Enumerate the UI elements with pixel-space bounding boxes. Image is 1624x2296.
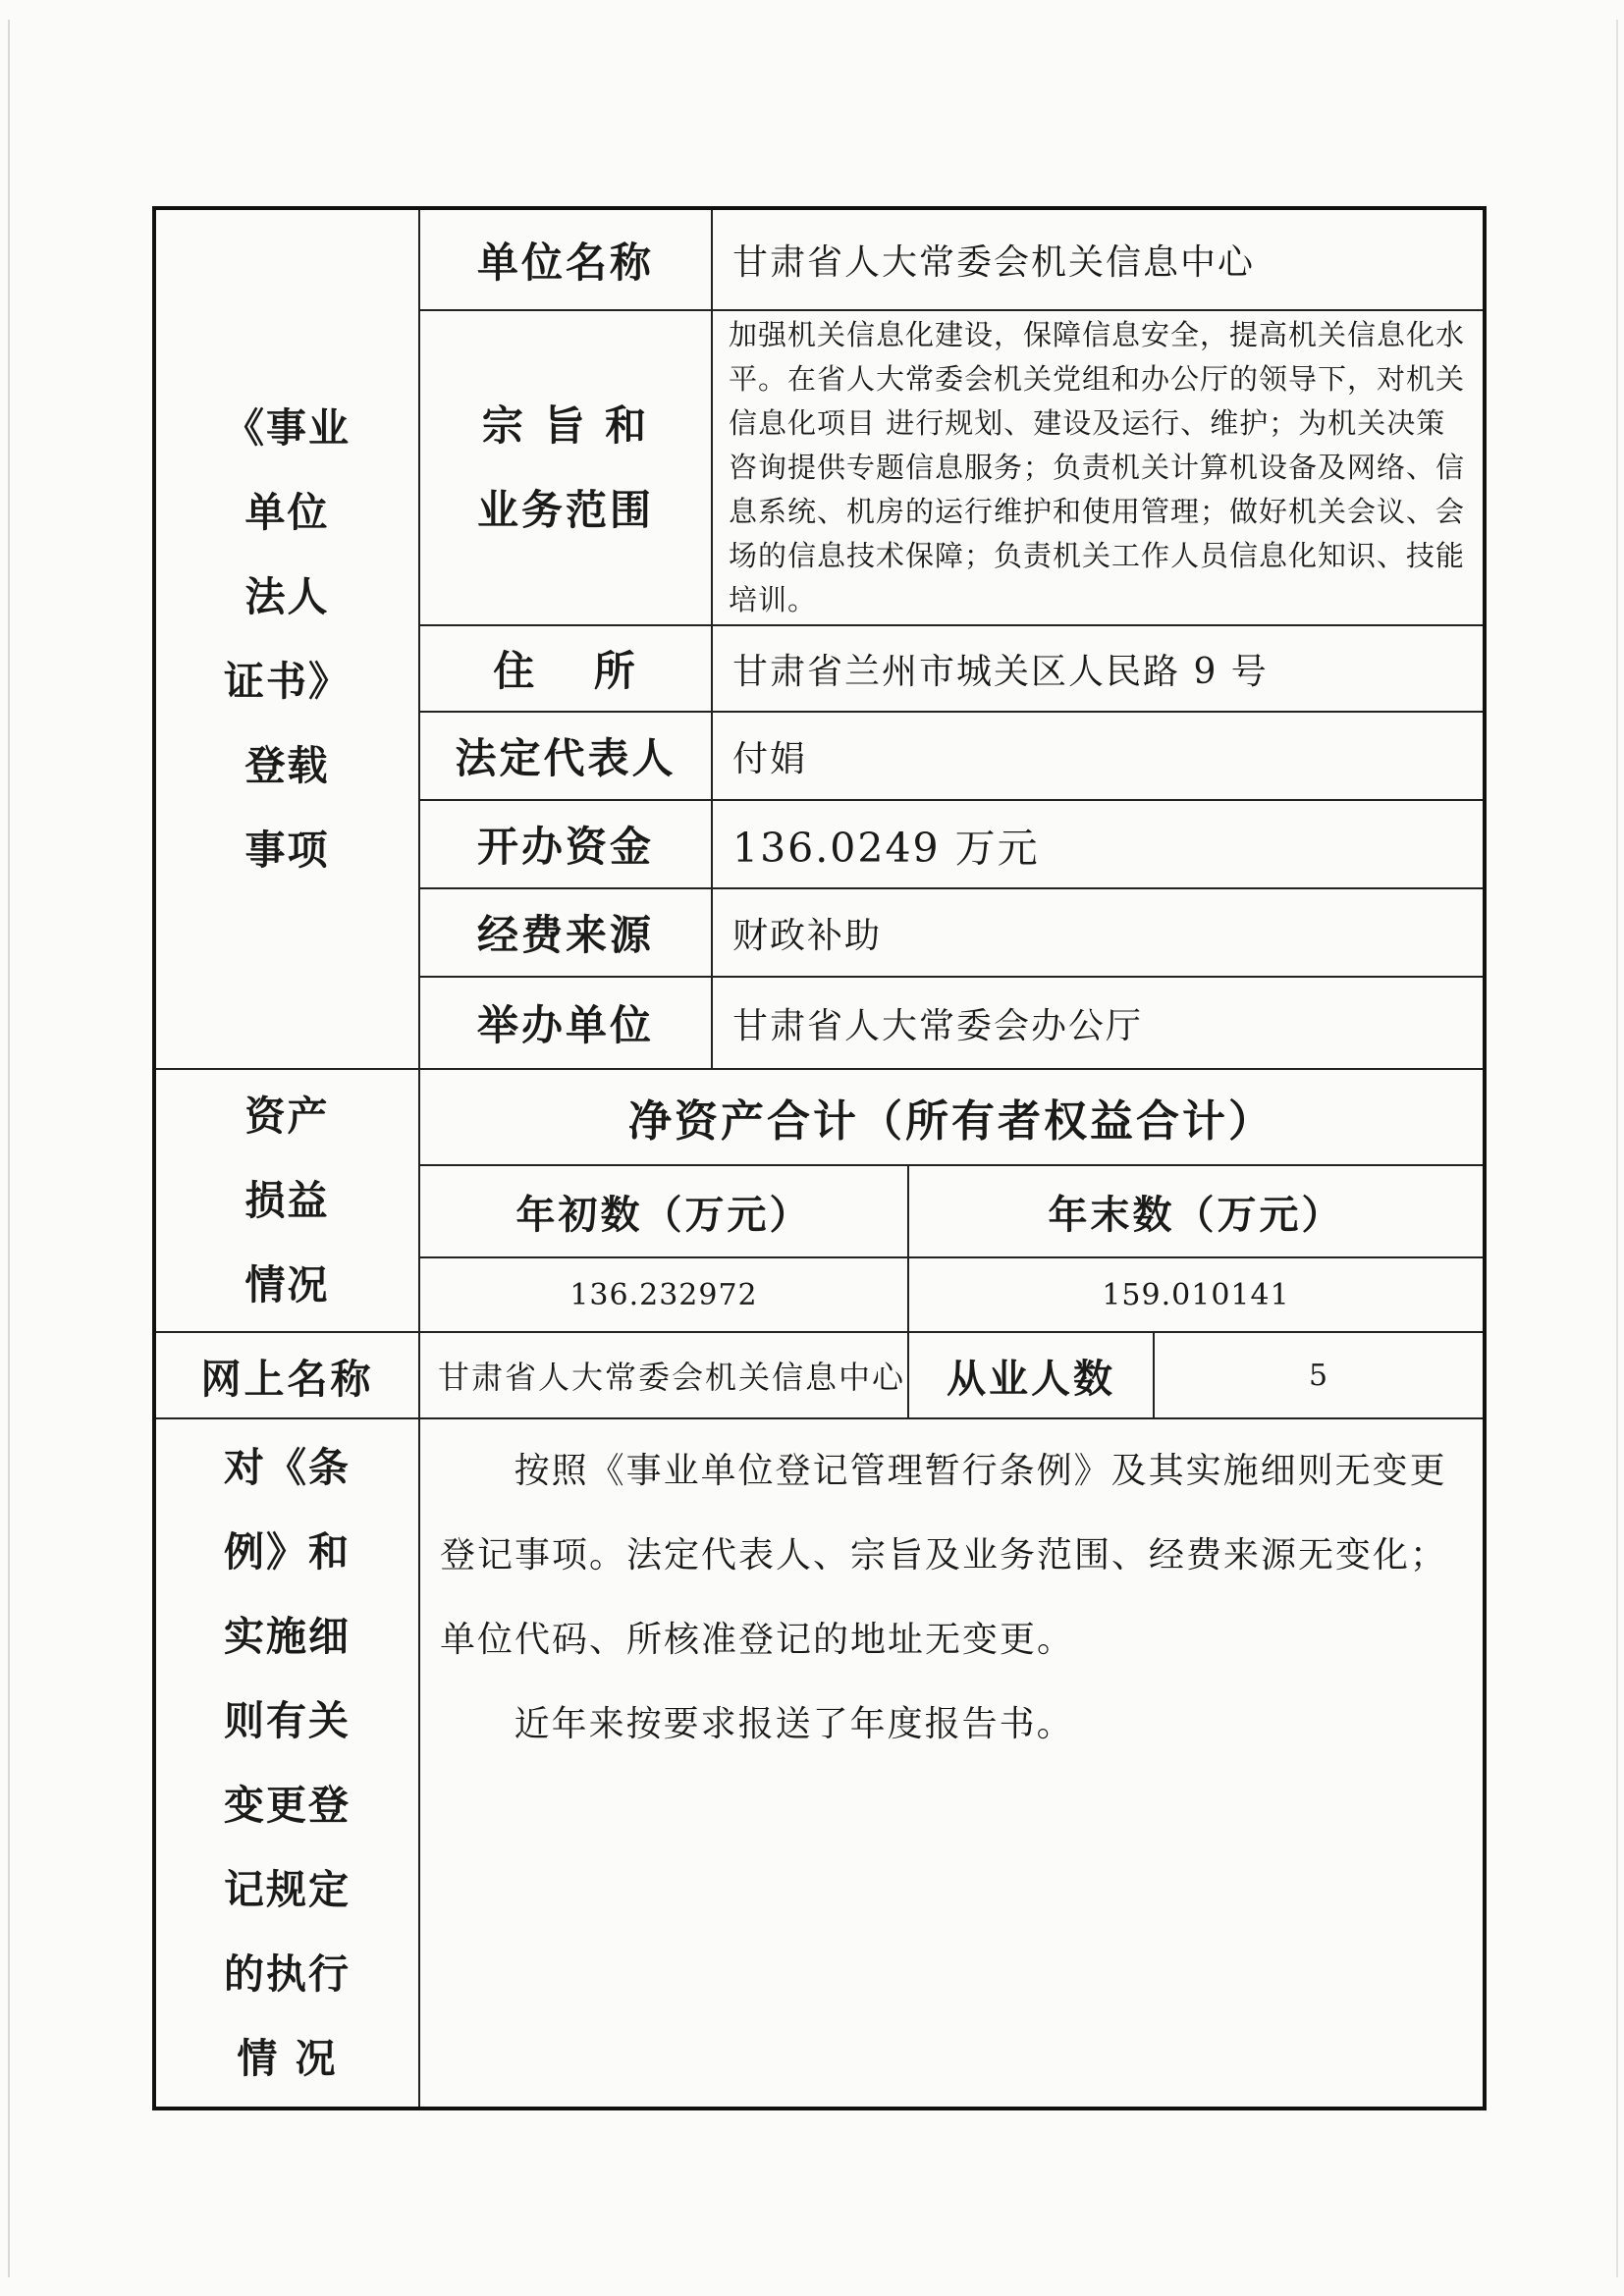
certificate-label-line: 单位	[244, 489, 330, 536]
year-end-value: 159.010141	[908, 1257, 1485, 1332]
mission-label-line: 宗 旨 和	[481, 400, 650, 450]
sponsor-value: 甘肃省人大常委会办公厅	[712, 977, 1485, 1069]
execution-label-line: 记规定	[224, 1866, 351, 1913]
row-assets-heading	[154, 1069, 1485, 1165]
net-assets-heading: 净资产合计（所有者权益合计）	[419, 1069, 1485, 1165]
execution-label-line: 例》和	[224, 1528, 351, 1575]
mission-label	[419, 310, 712, 625]
sponsor-label: 举办单位	[419, 977, 712, 1069]
execution-label-line: 实施细	[224, 1613, 351, 1660]
execution-label-line: 变更登	[224, 1782, 351, 1829]
online-name-label: 网上名称	[154, 1332, 419, 1418]
certificate-label-line: 登载	[244, 742, 330, 789]
capital-value: 136.0249 万元	[712, 800, 1485, 888]
funding-value: 财政补助	[712, 888, 1485, 977]
execution-narrative	[419, 1418, 1485, 2109]
funding-label: 经费来源	[419, 888, 712, 977]
execution-section-label	[154, 1418, 419, 2109]
row-online	[154, 1332, 1485, 1418]
staff-count-value: 5	[1154, 1332, 1485, 1418]
unit-name-value: 甘肃省人大常委会机关信息中心	[712, 208, 1485, 310]
mission-label-line: 业务范围	[476, 485, 654, 534]
page-left-edge	[8, 20, 10, 2277]
row-execution	[154, 1418, 1485, 2109]
staff-count-label: 从业人数	[908, 1332, 1154, 1418]
online-name-value: 甘肃省人大常委会机关信息中心	[419, 1332, 908, 1418]
assets-label-line: 损益	[244, 1177, 330, 1224]
execution-label-line: 情 况	[237, 2035, 338, 2082]
assets-section-label	[154, 1069, 419, 1332]
page-right-edge	[1616, 20, 1618, 2277]
legal-rep-value: 付娟	[712, 712, 1485, 800]
execution-paragraph: 按照《事业单位登记管理暂行条例》及其实施细则无变更登记事项。法定代表人、宗旨及业务范围、经费来源无变化；单位代码、所核准登记的地址无变更。	[440, 1451, 1448, 1660]
registration-form-table	[152, 206, 1487, 2110]
mission-value: 加强机关信息化建设，保障信息安全，提高机关信息化水平。在省人大常委会机关党组和办公厅的领导下，对机关信息化项目 进行规划、建设及运行、维护；为机关决策咨询提供专题信息服务；负责机关计算机设备及网络、信息系统、机房的运行维护和使用管理；做好机关会议、会场的信息技术保障；负责机关工作人员信息化知识、技能培训。	[712, 310, 1485, 625]
certificate-label-line: 法人	[244, 573, 330, 620]
certificate-label-line: 证书》	[224, 658, 351, 705]
year-begin-value: 136.232972	[419, 1257, 908, 1332]
year-end-label: 年末数（万元）	[908, 1165, 1485, 1257]
address-value: 甘肃省兰州市城关区人民路 9 号	[712, 625, 1485, 712]
year-begin-label: 年初数（万元）	[419, 1165, 908, 1257]
certificate-section-label	[154, 208, 419, 1069]
capital-label: 开办资金	[419, 800, 712, 888]
execution-paragraph: 近年来按要求报送了年度报告书。	[514, 1704, 1074, 1744]
row-unit-name	[154, 208, 1485, 310]
legal-rep-label: 法定代表人	[419, 712, 712, 800]
unit-name-label: 单位名称	[419, 208, 712, 310]
certificate-label-line: 事项	[244, 827, 330, 874]
execution-label-line: 的执行	[224, 1950, 351, 1998]
execution-label-line: 则有关	[224, 1697, 351, 1744]
address-label: 住 所	[419, 625, 712, 712]
certificate-label-line: 《事业	[224, 404, 351, 452]
assets-label-line: 资产	[244, 1093, 330, 1140]
assets-label-line: 情况	[244, 1261, 330, 1308]
execution-label-line: 对《条	[224, 1444, 351, 1491]
